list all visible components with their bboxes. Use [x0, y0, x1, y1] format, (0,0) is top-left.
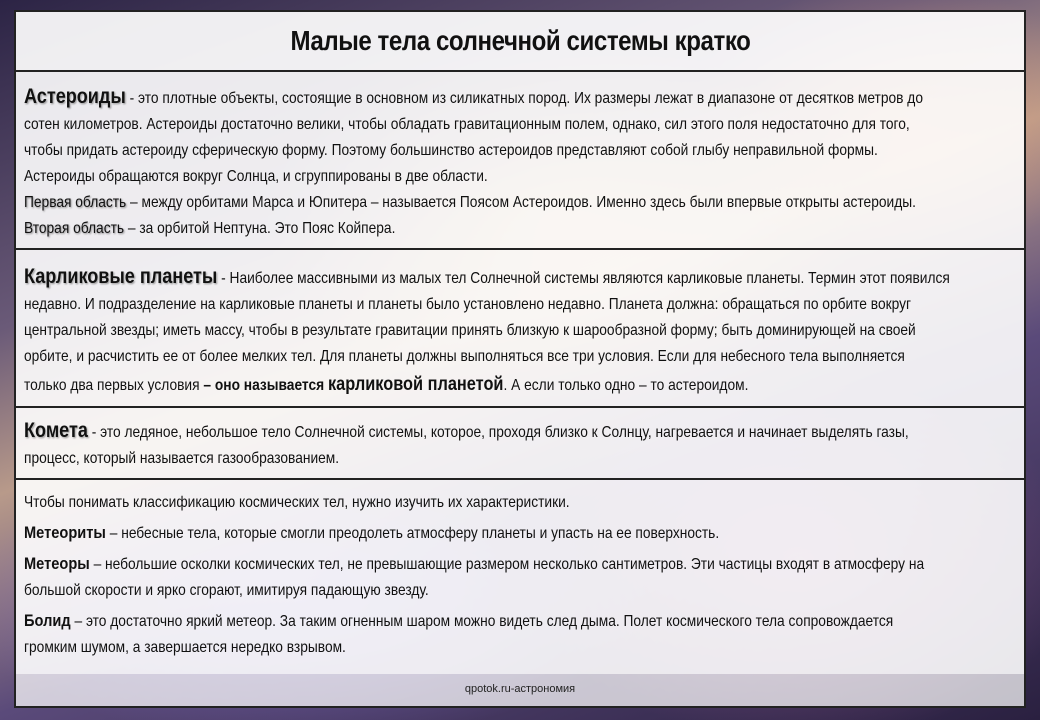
- dwarf-planet-emphasis: карликовой планетой: [327, 374, 504, 395]
- meteorites-term: Метеориты: [24, 523, 106, 542]
- bodies-intro: Чтобы понимать классификацию космических тел, нужно изучить их характеристики.: [24, 494, 570, 511]
- meteors-term: Метеоры: [24, 554, 90, 573]
- footer-source: qpotok.ru-астрономия: [464, 683, 576, 695]
- area1-label: Первая область: [24, 194, 127, 211]
- meteors-line-2: большой скорости и ярко сгорают, имитируя падающую звезду.: [24, 582, 429, 599]
- section-small-bodies: [16, 480, 1024, 674]
- title-bar: [16, 12, 1024, 72]
- section-comet: [16, 408, 1024, 480]
- section-asteroids: [16, 72, 1024, 250]
- dwarf-line-4: орбите, и расчистить ее от более мелких тел. Для планеты должны выполняться все три условия. Если для небесного тела выполняется: [24, 348, 905, 365]
- dwarf-line-1: Карликовые планеты - Наиболее массивными из малых тел Солнечной системы являются карликовые планеты. Термин этот появился: [24, 265, 950, 288]
- bolide-line-1: Болид – это достаточно яркий метеор. За таким огненным шаром можно видеть след дыма. Полет космического тела сопровождается: [24, 611, 894, 630]
- comet-term: Комета: [24, 419, 88, 442]
- asteroids-line-4: Астероиды обращаются вокруг Солнца, и сгруппированы в две области.: [24, 168, 488, 185]
- info-sheet: [14, 10, 1026, 708]
- asteroids-term: Астероиды: [24, 85, 126, 108]
- section-dwarf-planets: [16, 250, 1024, 408]
- asteroids-line-1: Астероиды - это плотные объекты, состоящие в основном из силикатных пород. Их размеры лежат в диапазоне от десятков метров до: [24, 85, 923, 108]
- dwarf-line-5: только два первых условия – оно называется карликовой планетой. А если только одно – то астероидом.: [24, 374, 749, 395]
- comet-line-1: Комета - это ледяное, небольшое тело Солнечной системы, которое, проходя близко к Солнцу, нагревается и начинает выделять газы,: [24, 419, 909, 442]
- meteorites-line: Метеориты – небесные тела, которые смогли преодолеть атмосферу планеты и упасть на ее поверхность.: [24, 523, 720, 542]
- asteroids-line-2: сотен километров. Астероиды достаточно велики, чтобы обладать гравитационным полем, однако, сил этого поля недостаточно для того,: [24, 116, 910, 133]
- asteroids-line-3: чтобы придать астероиду сферическую форму. Поэтому большинство астероидов представляют собой глыбу неправильной формы.: [24, 142, 878, 159]
- bolide-line-2: громким шумом, а завершается нередко взрывом.: [24, 639, 346, 656]
- asteroids-area-2: Вторая область – за орбитой Нептуна. Это Пояс Койпера.: [24, 220, 396, 237]
- dwarf-line-3: центральной звезды; иметь массу, чтобы в результате гравитации принять близкую к шарообразной форму; быть доминирующей на своей: [24, 322, 916, 339]
- dwarf-line-2: недавно. И подразделение на карликовые планеты и планеты было установлено недавно. Планета должна: обращаться по орбите вокруг: [24, 296, 912, 313]
- asteroids-area-1: Первая область – между орбитами Марса и Юпитера – называется Поясом Астероидов. Именно здесь были впервые открыты астероиды.: [24, 194, 916, 211]
- comet-line-2: процесс, который называется газообразованием.: [24, 450, 340, 467]
- meteors-line-1: Метеоры – небольшие осколки космических тел, не превышающие размером несколько сантиметров. Эти частицы входят в атмосферу на: [24, 554, 925, 573]
- page-title: Малые тела солнечной системы кратко: [290, 25, 750, 56]
- area2-label: Вторая область: [24, 220, 125, 237]
- bolide-term: Болид: [24, 611, 71, 630]
- dwarf-term: Карликовые планеты: [24, 265, 218, 288]
